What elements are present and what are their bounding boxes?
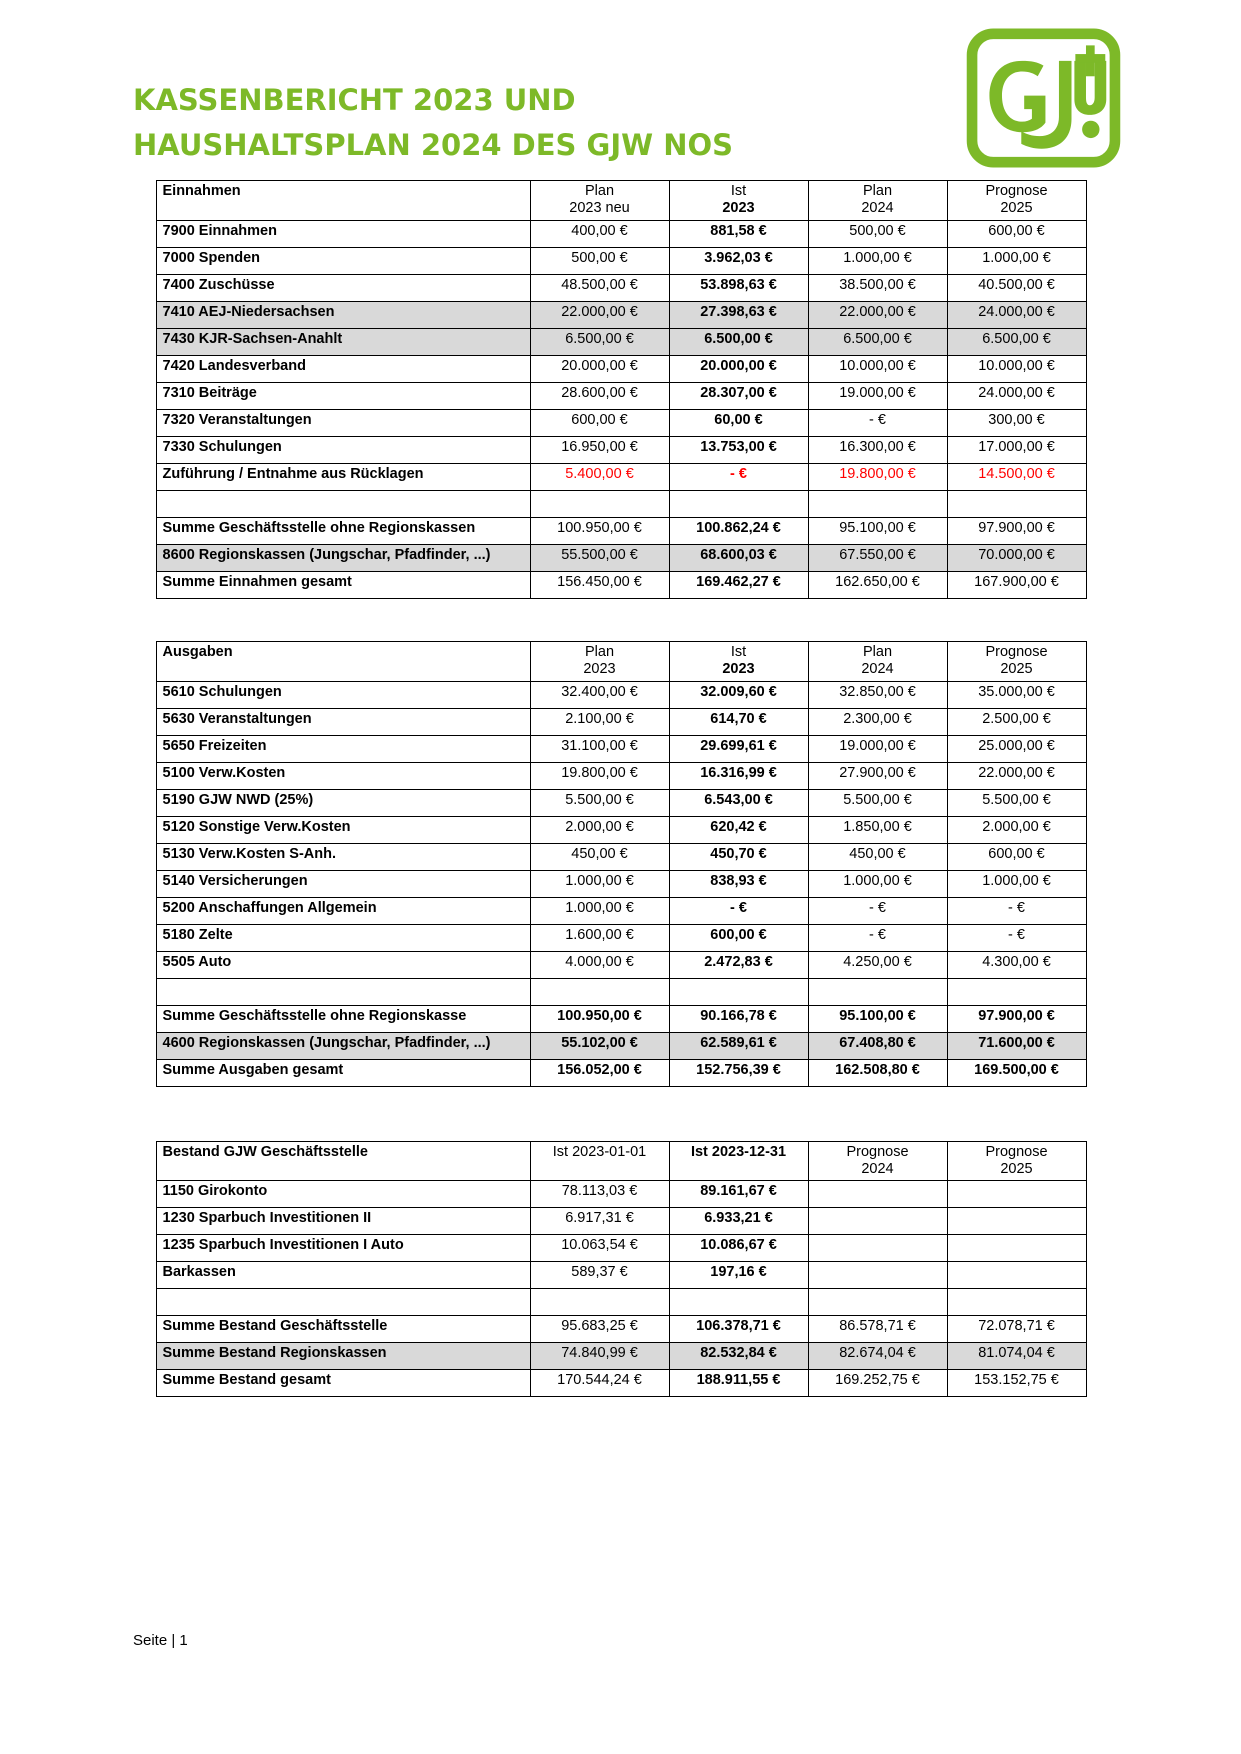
row-label: 1230 Sparbuch Investitionen II	[156, 1208, 530, 1235]
header-col-1	[530, 641, 669, 681]
table-row	[156, 355, 1086, 382]
header-col-3	[808, 181, 947, 221]
spacer-cell	[530, 1289, 669, 1316]
header-col-2	[669, 641, 808, 681]
header-label: Einnahmen	[156, 181, 530, 221]
bestand-table	[156, 1141, 1087, 1398]
row-value-plan2024: 19.000,00 €	[808, 735, 947, 762]
table-row	[156, 924, 1086, 951]
table-row	[156, 843, 1086, 870]
section-gap	[0, 599, 1241, 641]
row-label: 5200 Anschaffungen Allgemein	[156, 897, 530, 924]
row-value-plan2023: 6.500,00 €	[530, 328, 669, 355]
row-value-prognose2025: 153.152,75 €	[947, 1370, 1086, 1397]
header-col-1-line1: Ist 2023-01-01	[552, 1143, 647, 1160]
spacer-cell	[947, 490, 1086, 517]
row-value-ist2023: 838,93 €	[669, 870, 808, 897]
row-value-ist2023: - €	[669, 897, 808, 924]
row-value-ist-end: 188.911,55 €	[669, 1370, 808, 1397]
row-label: 7410 AEJ-Niedersachsen	[156, 301, 530, 328]
table-row	[156, 1316, 1086, 1343]
header-col-1-line1: Plan	[584, 643, 615, 660]
row-value-prognose2024: 86.578,71 €	[808, 1316, 947, 1343]
section-gap	[0, 1087, 1241, 1141]
row-value-prognose2025: 70.000,00 €	[947, 544, 1086, 571]
ausgaben-table	[156, 641, 1087, 1087]
row-value-ist-end: 6.933,21 €	[669, 1208, 808, 1235]
row-label: 5650 Freizeiten	[156, 735, 530, 762]
table-row	[156, 301, 1086, 328]
row-value-prognose2025: 600,00 €	[947, 843, 1086, 870]
row-label: 7310 Beiträge	[156, 382, 530, 409]
header-col-4-line1: Prognose	[985, 183, 1048, 199]
table-row	[156, 544, 1086, 571]
row-value-prognose2024	[808, 1181, 947, 1208]
table-row	[156, 274, 1086, 301]
table-row	[156, 1059, 1086, 1086]
row-value-plan2024: 95.100,00 €	[808, 1005, 947, 1032]
header-col-2-line1: Ist	[730, 183, 747, 199]
table-row	[156, 897, 1086, 924]
bestand-table-wrap	[156, 1141, 1086, 1398]
row-value-prognose2025: 2.500,00 €	[947, 708, 1086, 735]
row-value-prognose2025	[947, 1208, 1086, 1235]
row-value-plan2024: 450,00 €	[808, 843, 947, 870]
row-value-prognose2025: 97.900,00 €	[947, 1005, 1086, 1032]
table-row	[156, 220, 1086, 247]
row-value-prognose2025: 71.600,00 €	[947, 1032, 1086, 1059]
row-value-plan2023: 2.000,00 €	[530, 816, 669, 843]
header-col-1-line2: 2023 neu	[569, 200, 630, 217]
row-label: 5190 GJW NWD (25%)	[156, 789, 530, 816]
table-row	[156, 708, 1086, 735]
row-value-ist-start: 589,37 €	[530, 1262, 669, 1289]
row-value-prognose2024	[808, 1208, 947, 1235]
row-value-ist-start: 170.544,24 €	[530, 1370, 669, 1397]
row-label: 1235 Sparbuch Investitionen I Auto	[156, 1235, 530, 1262]
row-value-plan2024: 4.250,00 €	[808, 951, 947, 978]
row-value-plan2023: 100.950,00 €	[530, 517, 669, 544]
header-col-2-line2: 2023	[722, 661, 755, 678]
row-label: 5140 Versicherungen	[156, 870, 530, 897]
header-col-3-line1: Prognose	[846, 1143, 909, 1160]
header-col-3-line1: Plan	[862, 643, 893, 660]
row-value-plan2023: 28.600,00 €	[530, 382, 669, 409]
spacer-cell	[669, 490, 808, 517]
row-value-ist2023: 28.307,00 €	[669, 382, 808, 409]
row-value-prognose2024: 169.252,75 €	[808, 1370, 947, 1397]
row-value-plan2024: 162.650,00 €	[808, 571, 947, 598]
row-value-plan2024: 19.000,00 €	[808, 382, 947, 409]
row-value-ist-end: 10.086,67 €	[669, 1235, 808, 1262]
spacer-cell	[530, 978, 669, 1005]
row-value-prognose2025: 24.000,00 €	[947, 301, 1086, 328]
header-col-1-line1: Plan	[584, 183, 615, 199]
ausgaben-table-wrap	[156, 641, 1086, 1087]
header-col-1	[530, 181, 669, 221]
table-row	[156, 517, 1086, 544]
spacer-cell	[156, 1289, 530, 1316]
table-row	[156, 735, 1086, 762]
row-label: 7420 Landesverband	[156, 355, 530, 382]
row-label: 7330 Schulungen	[156, 436, 530, 463]
table-row	[156, 870, 1086, 897]
header-col-4	[947, 1141, 1086, 1181]
row-value-plan2024: 1.850,00 €	[808, 816, 947, 843]
table-row	[156, 681, 1086, 708]
row-value-plan2023: 22.000,00 €	[530, 301, 669, 328]
row-value-ist-start: 78.113,03 €	[530, 1181, 669, 1208]
header-col-4	[947, 181, 1086, 221]
table-row	[156, 1370, 1086, 1397]
header-label: Ausgaben	[156, 641, 530, 681]
header-col-4	[947, 641, 1086, 681]
spacer-cell	[947, 978, 1086, 1005]
row-value-prognose2025: 81.074,04 €	[947, 1343, 1086, 1370]
row-value-plan2023: 55.500,00 €	[530, 544, 669, 571]
row-value-prognose2025: 1.000,00 €	[947, 870, 1086, 897]
row-value-ist2023: 2.472,83 €	[669, 951, 808, 978]
spacer-cell	[808, 490, 947, 517]
row-value-prognose2025: 40.500,00 €	[947, 274, 1086, 301]
row-label: Summe Bestand Geschäftsstelle	[156, 1316, 530, 1343]
row-value-prognose2025	[947, 1181, 1086, 1208]
row-value-ist2023: - €	[669, 463, 808, 490]
header-col-3-line2: 2024	[861, 1160, 894, 1177]
row-value-plan2023: 4.000,00 €	[530, 951, 669, 978]
row-value-prognose2025: 25.000,00 €	[947, 735, 1086, 762]
title-line-2: HAUSHALTSPLAN 2024 DES GJW NOS	[133, 127, 734, 162]
spacer-cell	[530, 490, 669, 517]
row-label: 1150 Girokonto	[156, 1181, 530, 1208]
row-value-ist2023: 29.699,61 €	[669, 735, 808, 762]
row-value-plan2023: 32.400,00 €	[530, 681, 669, 708]
row-value-plan2024: 67.550,00 €	[808, 544, 947, 571]
row-value-plan2023: 1.600,00 €	[530, 924, 669, 951]
row-label: Summe Geschäftsstelle ohne Regionskassen	[156, 517, 530, 544]
row-value-plan2023: 156.450,00 €	[530, 571, 669, 598]
header-col-4-line2: 2025	[1000, 200, 1033, 217]
row-value-prognose2025: 300,00 €	[947, 409, 1086, 436]
table-row	[156, 1343, 1086, 1370]
gjw-logo	[966, 28, 1121, 168]
row-value-prognose2024: 82.674,04 €	[808, 1343, 947, 1370]
table-row	[156, 382, 1086, 409]
table-header-row	[156, 641, 1086, 681]
row-label: 7320 Veranstaltungen	[156, 409, 530, 436]
einnahmen-table	[156, 180, 1087, 599]
row-label: Summe Geschäftsstelle ohne Regionskasse	[156, 1005, 530, 1032]
row-value-prognose2025	[947, 1235, 1086, 1262]
table-spacer-row	[156, 978, 1086, 1005]
table-row	[156, 1032, 1086, 1059]
row-label: 7000 Spenden	[156, 247, 530, 274]
row-value-prognose2025: 17.000,00 €	[947, 436, 1086, 463]
row-value-plan2023: 19.800,00 €	[530, 762, 669, 789]
row-label: 5630 Veranstaltungen	[156, 708, 530, 735]
einnahmen-table-wrap	[156, 180, 1086, 599]
table-header-row	[156, 1141, 1086, 1181]
row-value-plan2023: 2.100,00 €	[530, 708, 669, 735]
row-label: Summe Einnahmen gesamt	[156, 571, 530, 598]
row-value-plan2024: 27.900,00 €	[808, 762, 947, 789]
table-row	[156, 328, 1086, 355]
row-value-ist-end: 106.378,71 €	[669, 1316, 808, 1343]
row-value-ist2023: 3.962,03 €	[669, 247, 808, 274]
header-col-3-line1: Plan	[862, 183, 893, 199]
table-row	[156, 409, 1086, 436]
row-label: 5130 Verw.Kosten S-Anh.	[156, 843, 530, 870]
row-value-plan2023: 48.500,00 €	[530, 274, 669, 301]
row-value-prognose2025: 169.500,00 €	[947, 1059, 1086, 1086]
table-row	[156, 1235, 1086, 1262]
row-value-ist2023: 27.398,63 €	[669, 301, 808, 328]
row-value-plan2023: 500,00 €	[530, 247, 669, 274]
row-value-prognose2025: 5.500,00 €	[947, 789, 1086, 816]
spacer-cell	[669, 1289, 808, 1316]
row-value-ist-start: 10.063,54 €	[530, 1235, 669, 1262]
row-value-plan2023: 600,00 €	[530, 409, 669, 436]
row-value-plan2024: - €	[808, 409, 947, 436]
row-value-ist-end: 89.161,67 €	[669, 1181, 808, 1208]
row-value-plan2024: 32.850,00 €	[808, 681, 947, 708]
row-label: 5180 Zelte	[156, 924, 530, 951]
row-value-ist2023: 20.000,00 €	[669, 355, 808, 382]
row-value-ist2023: 13.753,00 €	[669, 436, 808, 463]
row-label: Summe Ausgaben gesamt	[156, 1059, 530, 1086]
row-label: Zuführung / Entnahme aus Rücklagen	[156, 463, 530, 490]
header-col-4-line2: 2025	[1000, 1160, 1033, 1177]
row-value-prognose2025: 72.078,71 €	[947, 1316, 1086, 1343]
row-value-plan2024: 6.500,00 €	[808, 328, 947, 355]
table-row	[156, 1005, 1086, 1032]
row-value-prognose2025: 1.000,00 €	[947, 247, 1086, 274]
row-value-prognose2024	[808, 1262, 947, 1289]
row-value-plan2024: 10.000,00 €	[808, 355, 947, 382]
row-label: Barkassen	[156, 1262, 530, 1289]
header-col-2	[669, 1141, 808, 1181]
row-value-prognose2025: 14.500,00 €	[947, 463, 1086, 490]
table-row	[156, 247, 1086, 274]
row-value-prognose2025: 10.000,00 €	[947, 355, 1086, 382]
row-value-prognose2025: 22.000,00 €	[947, 762, 1086, 789]
title-line-1: KASSENBERICHT 2023 UND	[133, 83, 576, 117]
row-value-ist-end: 82.532,84 €	[669, 1343, 808, 1370]
header-col-4-line1: Prognose	[985, 643, 1048, 660]
table-header-row	[156, 181, 1086, 221]
header-col-2-line1: Ist	[730, 643, 747, 660]
table-row	[156, 436, 1086, 463]
row-value-ist2023: 90.166,78 €	[669, 1005, 808, 1032]
row-value-plan2023: 5.500,00 €	[530, 789, 669, 816]
header-col-2	[669, 181, 808, 221]
row-value-plan2023: 20.000,00 €	[530, 355, 669, 382]
spacer-cell	[947, 1289, 1086, 1316]
table-row	[156, 789, 1086, 816]
row-value-prognose2025: 2.000,00 €	[947, 816, 1086, 843]
header-col-1-line2: 2023	[583, 661, 616, 678]
row-label: 7430 KJR-Sachsen-Anahlt	[156, 328, 530, 355]
row-value-ist2023: 32.009,60 €	[669, 681, 808, 708]
row-value-plan2023: 55.102,00 €	[530, 1032, 669, 1059]
spacer-cell	[808, 1289, 947, 1316]
row-value-ist2023: 16.316,99 €	[669, 762, 808, 789]
table-row	[156, 463, 1086, 490]
row-value-plan2024: 500,00 €	[808, 220, 947, 247]
row-value-plan2024: 162.508,80 €	[808, 1059, 947, 1086]
row-value-prognose2025: 6.500,00 €	[947, 328, 1086, 355]
row-value-plan2023: 1.000,00 €	[530, 870, 669, 897]
document-header	[0, 0, 1241, 180]
row-value-plan2024: 19.800,00 €	[808, 463, 947, 490]
row-label: Summe Bestand gesamt	[156, 1370, 530, 1397]
spacer-cell	[156, 490, 530, 517]
row-value-ist2023: 152.756,39 €	[669, 1059, 808, 1086]
row-value-prognose2025: 97.900,00 €	[947, 517, 1086, 544]
row-value-plan2024: 95.100,00 €	[808, 517, 947, 544]
row-value-plan2023: 100.950,00 €	[530, 1005, 669, 1032]
row-value-prognose2024	[808, 1235, 947, 1262]
row-label: 5120 Sonstige Verw.Kosten	[156, 816, 530, 843]
row-value-plan2023: 156.052,00 €	[530, 1059, 669, 1086]
row-value-plan2024: 22.000,00 €	[808, 301, 947, 328]
table-row	[156, 571, 1086, 598]
row-value-prognose2025: 167.900,00 €	[947, 571, 1086, 598]
header-col-4-line2: 2025	[1000, 661, 1033, 678]
row-value-plan2023: 1.000,00 €	[530, 897, 669, 924]
row-value-ist-end: 197,16 €	[669, 1262, 808, 1289]
row-value-prognose2025: 4.300,00 €	[947, 951, 1086, 978]
spacer-cell	[808, 978, 947, 1005]
row-value-ist-start: 6.917,31 €	[530, 1208, 669, 1235]
row-value-plan2024: 1.000,00 €	[808, 247, 947, 274]
row-label: 7900 Einnahmen	[156, 220, 530, 247]
row-value-plan2023: 31.100,00 €	[530, 735, 669, 762]
gjw-logo-icon	[966, 28, 1121, 168]
row-value-ist2023: 450,70 €	[669, 843, 808, 870]
row-value-ist2023: 169.462,27 €	[669, 571, 808, 598]
row-label: 4600 Regionskassen (Jungschar, Pfadfinder, ...)	[156, 1032, 530, 1059]
table-row	[156, 1208, 1086, 1235]
table-row	[156, 816, 1086, 843]
row-value-plan2024: 1.000,00 €	[808, 870, 947, 897]
row-label: 8600 Regionskassen (Jungschar, Pfadfinder, ...)	[156, 544, 530, 571]
header-col-3	[808, 1141, 947, 1181]
row-value-plan2024: - €	[808, 897, 947, 924]
row-value-ist2023: 62.589,61 €	[669, 1032, 808, 1059]
row-label: 7400 Zuschüsse	[156, 274, 530, 301]
row-value-ist2023: 881,58 €	[669, 220, 808, 247]
row-value-ist-start: 95.683,25 €	[530, 1316, 669, 1343]
row-value-plan2024: 2.300,00 €	[808, 708, 947, 735]
header-label: Bestand GJW Geschäftsstelle	[156, 1141, 530, 1181]
row-value-ist2023: 68.600,03 €	[669, 544, 808, 571]
table-spacer-row	[156, 490, 1086, 517]
row-value-prognose2025: 600,00 €	[947, 220, 1086, 247]
row-value-prognose2025: 35.000,00 €	[947, 681, 1086, 708]
row-label: 5610 Schulungen	[156, 681, 530, 708]
row-value-ist2023: 6.500,00 €	[669, 328, 808, 355]
row-label: Summe Bestand Regionskassen	[156, 1343, 530, 1370]
spacer-cell	[156, 978, 530, 1005]
table-row	[156, 1181, 1086, 1208]
row-value-plan2024: - €	[808, 924, 947, 951]
row-label: 5100 Verw.Kosten	[156, 762, 530, 789]
row-value-plan2023: 5.400,00 €	[530, 463, 669, 490]
page-footer: Seite | 1	[133, 1632, 188, 1649]
row-value-ist2023: 60,00 €	[669, 409, 808, 436]
header-col-1	[530, 1141, 669, 1181]
row-value-prognose2025: 24.000,00 €	[947, 382, 1086, 409]
row-value-ist2023: 100.862,24 €	[669, 517, 808, 544]
header-col-2-line2: 2023	[722, 200, 755, 217]
row-value-plan2024: 5.500,00 €	[808, 789, 947, 816]
spacer-cell	[669, 978, 808, 1005]
row-value-plan2024: 67.408,80 €	[808, 1032, 947, 1059]
row-label: 5505 Auto	[156, 951, 530, 978]
page-title	[133, 78, 733, 168]
table-row	[156, 1262, 1086, 1289]
header-col-3-line2: 2024	[861, 661, 894, 678]
row-value-plan2023: 16.950,00 €	[530, 436, 669, 463]
row-value-plan2024: 16.300,00 €	[808, 436, 947, 463]
row-value-ist2023: 6.543,00 €	[669, 789, 808, 816]
row-value-ist2023: 53.898,63 €	[669, 274, 808, 301]
header-col-3-line2: 2024	[861, 200, 894, 217]
row-value-plan2023: 400,00 €	[530, 220, 669, 247]
table-spacer-row	[156, 1289, 1086, 1316]
table-row	[156, 951, 1086, 978]
row-value-plan2024: 38.500,00 €	[808, 274, 947, 301]
header-col-2-line1: Ist 2023-12-31	[690, 1143, 787, 1160]
row-value-ist-start: 74.840,99 €	[530, 1343, 669, 1370]
row-value-ist2023: 614,70 €	[669, 708, 808, 735]
row-value-prognose2025: - €	[947, 897, 1086, 924]
header-col-3	[808, 641, 947, 681]
row-value-prognose2025	[947, 1262, 1086, 1289]
row-value-ist2023: 620,42 €	[669, 816, 808, 843]
row-value-plan2023: 450,00 €	[530, 843, 669, 870]
row-value-ist2023: 600,00 €	[669, 924, 808, 951]
table-row	[156, 762, 1086, 789]
header-col-4-line1: Prognose	[985, 1143, 1048, 1160]
row-value-prognose2025: - €	[947, 924, 1086, 951]
